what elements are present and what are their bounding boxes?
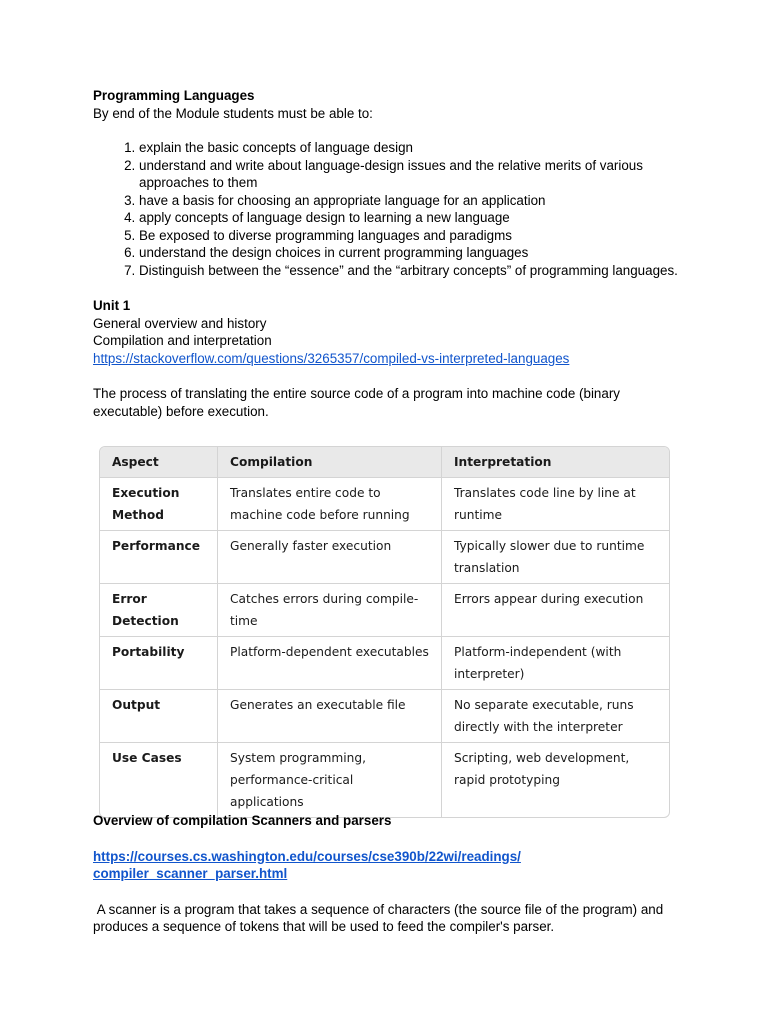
page-title: Programming Languages (93, 88, 255, 103)
list-item: 3. have a basis for choosing an appropriate language for an application (139, 192, 683, 210)
table-cell: Platform-dependent executables (218, 637, 442, 690)
unit-title: Unit 1 (93, 298, 131, 313)
unit-line-compilation: Compilation and interpretation (93, 333, 272, 348)
scanner-paragraph: A scanner is a program that takes a sequence of characters (the source file of the program) and produces a sequence of tokens that will be used to feed the compiler's parser. (93, 901, 667, 934)
table-row (100, 531, 669, 584)
table-cell: Generates an executable file (218, 690, 442, 743)
section-title: Overview of compilation Scanners and parsers (93, 813, 392, 828)
table-cell: Translates code line by line at runtime (442, 478, 670, 531)
intro-text: By end of the Module students must be able to: (93, 105, 373, 121)
table-cell: Generally faster execution (218, 531, 442, 584)
washington-link[interactable] (93, 848, 683, 883)
list-item: 5. Be exposed to diverse programming languages and paradigms (139, 227, 683, 245)
table-cell: Platform-independent (with interpreter) (442, 637, 670, 690)
objectives-list (93, 139, 683, 279)
stackoverflow-link[interactable]: https://stackoverflow.com/questions/3265357/compiled-vs-interpreted-languages (93, 350, 570, 366)
header-interpretation: Interpretation (442, 447, 670, 478)
list-item: 1. explain the basic concepts of language design (139, 139, 683, 157)
table-cell: Translates entire code to machine code before running (218, 478, 442, 531)
scanner-parser-section (93, 812, 683, 936)
table-cell: Typically slower due to runtime translation (442, 531, 670, 584)
table-row (100, 743, 669, 818)
table-cell: Scripting, web development, rapid prototyping (454, 751, 630, 787)
header-aspect: Aspect (100, 447, 218, 478)
washington-link-line2[interactable]: compiler_scanner_parser.html (93, 866, 288, 881)
table-cell: System programming, performance-critical applications (218, 743, 442, 818)
list-item: 2. understand and write about language-design issues and the relative merits of various approaches to them (139, 157, 683, 192)
document-body (93, 87, 683, 420)
header-compilation: Compilation (218, 447, 442, 478)
unit-line-history: General overview and history (93, 315, 267, 331)
table-cell: Errors appear during execution (442, 584, 670, 637)
table-cell: Catches errors during compile-time (218, 584, 442, 637)
table-cell: No separate executable, runs directly with the interpreter (442, 690, 670, 743)
list-item: 7. Distinguish between the “essence” and the “arbitrary concepts” of programming languages. (139, 262, 683, 280)
table-row (100, 478, 669, 531)
process-paragraph: The process of translating the entire source code of a program into machine code (binary executable) before execution. (93, 386, 620, 419)
table-cell: Use Cases (100, 743, 218, 818)
unit-section (93, 297, 683, 367)
table-row (100, 637, 669, 690)
list-item: 6. understand the design choices in current programming languages (139, 244, 683, 262)
table-row (100, 690, 669, 743)
washington-link-line1[interactable]: https://courses.cs.washington.edu/courses/cse390b/22wi/readings/ (93, 848, 521, 864)
list-item: 4. apply concepts of language design to learning a new language (139, 209, 683, 227)
table-cell: Output (100, 690, 218, 743)
table-cell: Execution Method (100, 478, 218, 531)
table-cell: Portability (100, 637, 218, 690)
table-header-row (100, 447, 669, 478)
table-cell: Error Detection (100, 584, 218, 637)
table-row (100, 584, 669, 637)
comparison-table (99, 446, 670, 818)
table-cell: Performance (100, 531, 218, 584)
